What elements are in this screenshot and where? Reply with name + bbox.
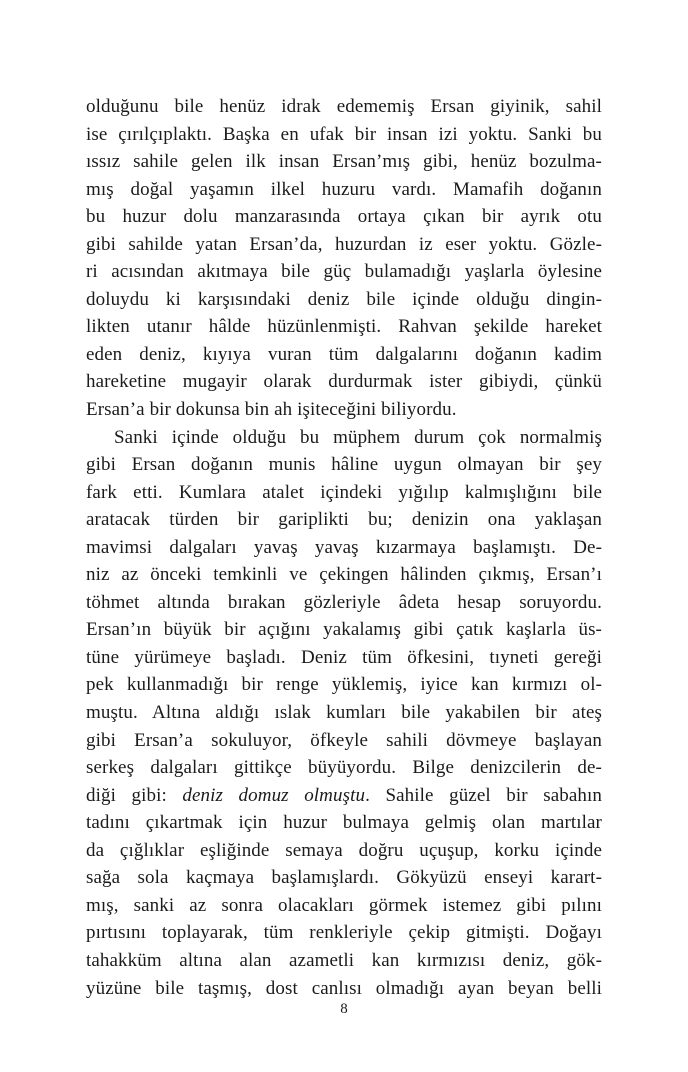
text-segment: diği gibi:	[86, 784, 183, 806]
text-line	[86, 616, 602, 644]
text-line	[86, 424, 602, 452]
text-line	[86, 837, 602, 865]
text-line	[86, 727, 602, 755]
text-line	[86, 258, 602, 286]
text-segment: olduğunu bile henüz idrak edememiş Ersan giyinik, sahil	[86, 96, 602, 117]
text-segment: Ersan’ın büyük bir açığını yakalamış gibi çatık kaşlarla üs-	[86, 619, 602, 641]
text-segment: sağa sola kaçmaya başlamışlardı. Gökyüzü enseyi karart-	[86, 867, 602, 889]
text-line	[86, 479, 602, 507]
text-segment: töhmet altında bırakan gözleriyle âdeta hesap soruyordu.	[86, 591, 602, 613]
text-segment: da çığlıklar eşliğinde semaya doğru uçuşup, korku içinde	[86, 839, 602, 861]
text-line	[86, 699, 602, 727]
text-line	[86, 754, 602, 782]
text-segment: mavimsi dalgaları yavaş yavaş kızarmaya başlamıştı. De-	[86, 536, 602, 558]
italic-phrase: deniz domuz olmuştu	[182, 784, 366, 806]
text-segment: Sanki içinde olduğu bu müphem durum çok normalmiş	[114, 426, 602, 448]
text-segment: mış, sanki az sonra olacakları görmek istemez gibi pılını	[86, 894, 602, 916]
text-segment: aratacak türden bir gariplikti bu; denizin ona yaklaşan	[86, 509, 602, 531]
text-line	[86, 93, 602, 121]
text-line	[86, 892, 602, 920]
text-line	[86, 286, 602, 314]
text-line	[86, 121, 602, 149]
text-line	[86, 919, 602, 947]
text-segment: gibi Ersan’a sokuluyor, öfkeyle sahili dövmeye başlayan	[86, 729, 602, 751]
text-line	[86, 534, 602, 562]
text-line	[86, 451, 602, 479]
text-segment: tüne yürümeye başladı. Deniz tüm öfkesini, tıyneti gereği	[86, 646, 602, 668]
text-line	[86, 644, 602, 672]
text-line	[86, 561, 602, 589]
text-segment: niz az önceki temkinli ve çekingen hâlinden çıkmış, Ersan’ı	[86, 564, 602, 586]
text-line	[86, 864, 602, 892]
text-line	[86, 341, 602, 369]
text-block	[86, 93, 602, 1002]
text-segment: ise çırılçıplaktı. Başka en ufak bir insan izi yoktu. Sanki bu	[86, 123, 602, 145]
text-segment: gibi Ersan doğanın munis hâline uygun olmayan bir şey	[86, 454, 602, 476]
text-segment: fark etti. Kumlara atalet içindeki yığılıp kalmışlığını bile	[86, 481, 602, 503]
text-line	[86, 313, 602, 341]
text-segment: serkeş dalgaları gittikçe büyüyordu. Bilge denizcilerin de-	[86, 757, 602, 779]
text-line	[86, 231, 602, 259]
text-segment: bu huzur dolu manzarasında ortaya çıkan bir ayrık otu	[86, 206, 602, 228]
text-segment: tadını çıkartmak için huzur bulmaya gelmiş olan martılar	[86, 812, 602, 834]
page-number: 8	[340, 1001, 348, 1017]
text-segment: muştu. Altına aldığı ıslak kumları bile yakabilen bir ateş	[86, 702, 602, 724]
text-segment: pırtısını toplayarak, tüm renkleriyle çekip gitmişti. Doğayı	[86, 922, 602, 944]
text-line	[86, 947, 602, 975]
text-line	[86, 506, 602, 534]
text-line	[86, 809, 602, 837]
text-segment: tahakküm altına alan azametli kan kırmızısı deniz, gök-	[86, 949, 602, 971]
text-line	[86, 782, 602, 810]
text-line	[86, 368, 602, 396]
text-line	[86, 203, 602, 231]
text-line	[86, 176, 602, 204]
text-segment: likten utanır hâlde hüzünlenmişti. Rahvan şekilde hareket	[86, 316, 602, 338]
text-line	[86, 589, 602, 617]
text-segment: doluydu ki karşısındaki deniz bile içinde olduğu dingin-	[86, 288, 602, 310]
text-segment: . Sahile güzel bir sabahın	[365, 784, 602, 806]
text-segment: Ersan’a bir dokunsa bin ah işiteceğini biliyordu.	[86, 399, 457, 421]
text-segment: eden deniz, kıyıya vuran tüm dalgalarını doğanın kadim	[86, 343, 602, 365]
text-line	[86, 975, 602, 1003]
text-line	[86, 396, 602, 424]
text-segment: ri acısından akıtmaya bile güç bulamadığı yaşlarla öylesine	[86, 261, 602, 283]
text-segment: mış doğal yaşamın ilkel huzuru vardı. Mamafih doğanın	[86, 178, 602, 200]
text-segment: gibi sahilde yatan Ersan’da, huzurdan iz eser yoktu. Gözle-	[86, 233, 602, 255]
text-line	[86, 148, 602, 176]
text-segment: ıssız sahile gelen ilk insan Ersan’mış gibi, henüz bozulma-	[86, 151, 602, 173]
text-line	[86, 671, 602, 699]
text-segment: yüzüne bile taşmış, dost canlısı olmadığı ayan beyan belli	[86, 977, 602, 999]
text-segment: hareketine mugayir olarak durdurmak ister gibiydi, çünkü	[86, 371, 602, 393]
text-segment: pek kullanmadığı bir renge yüklemiş, iyice kan kırmızı ol-	[86, 674, 602, 696]
